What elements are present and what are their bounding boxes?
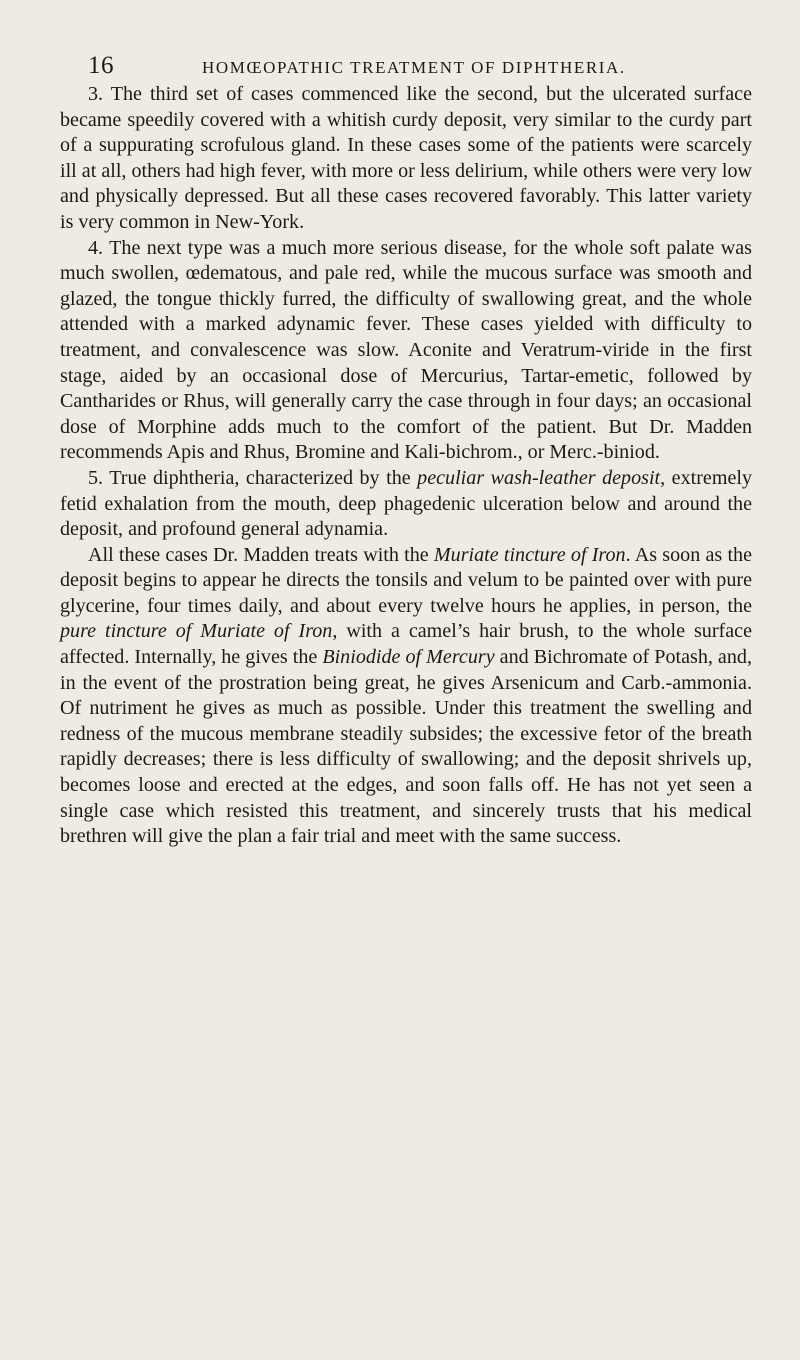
- paragraph-6-text: and Bichromate of Potash, and, in the event of the prostration being great, he gives Arsenicum and Carb.-ammonia. Of nutriment he gives as much as possible. Under this treatment the swelling and redness of the mucous membrane steadily subsides; the excessive fetor of the breath rapidly decreases; there is less difficulty of swallowing; and the deposit shrivels up, becomes loose and erected at the edges, and soon falls off. He has not yet seen a single case which resisted this treatment, and sincerely trusts that his medical brethren will give the plan a fair trial and meet with the same success.: [60, 646, 752, 848]
- paragraph-6: [60, 543, 752, 850]
- paragraph-6-text: . As soon as the deposit begins to appear he directs the tonsils and velum to be painted over with pure glycerine, four times daily, and about every twelve hours he applies, in person, the: [60, 543, 752, 617]
- paragraph-4: 4. The next type was a much more serious disease, for the whole soft palate was much swollen, œdematous, and pale red, while the mucous surface was smooth and glazed, the tongue thickly furred, the difficulty of swallowing great, and the whole attended with a marked adynamic fever. These cases yielded with difficulty to treatment, and convalescence was slow. Aconite and Veratrum-viride in the first stage, aided by an occasional dose of Mercurius, Tartar-emetic, followed by Cantharides or Rhus, will generally carry the case through in four days; an occasional dose of Morphine adds much to the comfort of the patient. But Dr. Madden recommends Apis and Rhus, Bromine and Kali-bichrom., or Merc.-biniod.: [60, 236, 752, 464]
- paragraph-5: [60, 466, 752, 543]
- body-text: [60, 82, 752, 850]
- emphasis-muriate-tincture: Muriate tincture of Iron: [433, 543, 626, 566]
- paragraph-3: 3. The third set of cases commenced like the second, but the ulcerated surface became speedily covered with a whitish curdy deposit, very similar to the curdy part of a suppurating scrofulous gland. In these cases some of the patients were scarcely ill at all, others had high fever, with more or less delirium, while others were very low and physically depressed. But all these cases recovered favorably. This latter variety is very common in New-York.: [60, 83, 752, 233]
- paragraph-5-text: 5. True diphtheria, characterized by the: [88, 466, 418, 489]
- page-number: 16: [88, 52, 114, 79]
- emphasis-biniodide: Biniodide of Mercury: [322, 646, 495, 669]
- emphasis-wash-leather: peculiar wash-leather deposit: [417, 466, 661, 489]
- paragraph-6-text: All these cases Dr. Madden treats with the: [88, 543, 434, 566]
- running-title: HOMŒOPATHIC TREATMENT OF DIPHTHERIA.: [202, 58, 626, 77]
- paragraph-5-text: , extremely fetid exhalation from the mouth, deep phagedenic ulceration below and around the deposit, and profound general adynamia.: [60, 466, 752, 541]
- paragraph-6-text: , with a camel’s hair brush, to the whole surface affected. Internally, he gives the: [60, 620, 752, 669]
- running-head: [60, 48, 748, 82]
- emphasis-pure-tincture: pure tincture of Muriate of Iron: [60, 620, 333, 643]
